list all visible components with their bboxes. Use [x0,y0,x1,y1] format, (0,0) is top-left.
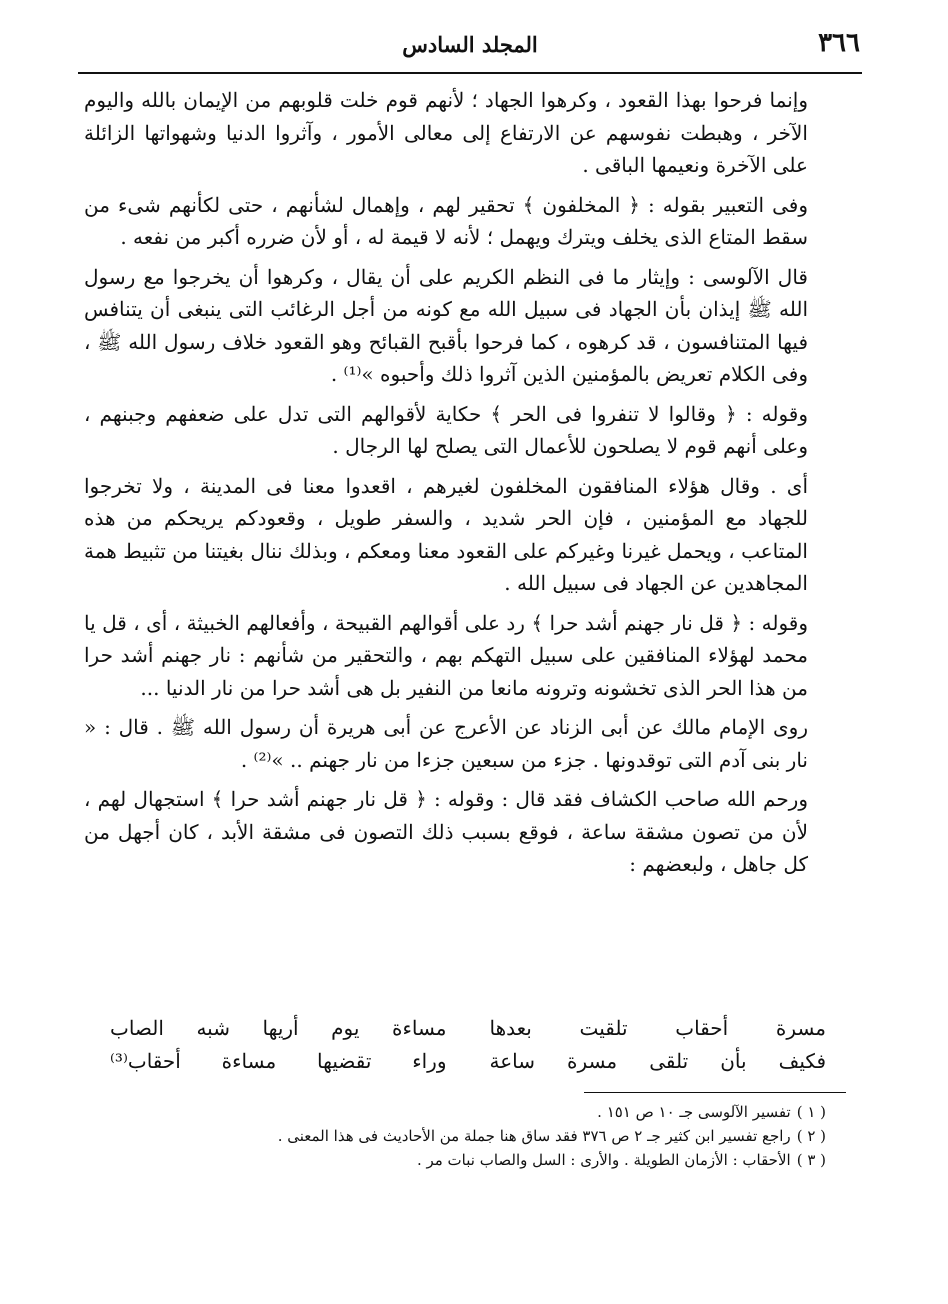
paragraph-7: روى الإمام مالك عن أبى الزناد عن الأعرج عن أبى هريرة أن رسول الله ﷺ . قال : « نار بنى آدم التى توقدونها . جزء من سبعين جزءا من نار جهنم .. »⁽²⁾ . [84,715,808,772]
paragraph-5: أى . وقال هؤلاء المنافقون المخلفون لغيرهم ، اقعدوا معنا فى المدينة ، ولا تخرجوا للجهاد مع المؤمنين ، فإن الحر شديد ، والسفر طويل ، وقعودكم يريحكم من هذه المتاعب ، ويحمل غيرنا وغيركم على القعود معنا ومعكم ، وبذلك ننال بغيتنا من تثبيط همة المجاهدين عن الجهاد فى سبيل الله . [84,473,808,595]
page-number: ٣٦٦ [818,28,860,58]
footnote-3 [200,1148,826,1172]
page-header [80,28,860,68]
header-divider [78,72,862,74]
verse-1 [110,1012,826,1045]
footnote-divider [584,1092,846,1093]
footnote-1-number: ( ١ ) [796,1103,826,1121]
paragraph-2: وفى التعبير بقوله : ﴿ المخلفون ﴾ تحقير لهم ، وإهمال لشأنهم ، حتى لكأنهم شىء من سقط المتاع الذى يخلف ويترك ويهمل ؛ لأنه لا قيمة له ، أو لأن ضرره أكبر من نفعه . [84,192,808,249]
verse-1-first-hemistich: مسرة أحقاب تلقيت بعدها [489,1016,826,1040]
verse-2-second-hemistich: وراء تقضيها مساءة أحقاب⁽³⁾ [110,1049,447,1073]
footnote-3-number: ( ٣ ) [796,1151,826,1169]
footnote-2 [200,1124,826,1148]
footnote-2-number: ( ٢ ) [796,1127,826,1145]
paragraph-1: وإنما فرحوا بهذا القعود ، وكرهوا الجهاد ؛ لأنهم قوم خلت قلوبهم من الإيمان بالله واليوم الآخر ، وهبطت نفوسهم عن الارتفاع إلى معالى الأمور ، وآثروا الدنيا وشهواتها الزائلة على الآخرة ونعيمها الباقى . [84,88,808,177]
paragraph-4: وقوله : ﴿ وقالوا لا تنفروا فى الحر ﴾ حكاية لأقوالهم التى تدل على ضعفهم وجبنهم ، وعلى أنهم قوم لا يصلحون للأعمال التى يصلح لها الرجال . [84,401,808,458]
footnote-1 [200,1100,826,1124]
footnote-1-text: تفسير الآلوسى جـ ١٠ ص ١٥١ . [597,1103,791,1121]
main-text [84,84,830,888]
paragraph-6: وقوله : ﴿ قل نار جهنم أشد حرا ﴾ رد على أقوالهم القبيحة ، وأفعالهم الخبيثة ، أى ، قل يا محمد لهؤلاء المنافقين على سبيل التهكم بهم ، والتحقير من شأنهم : نار جهنم أشد حرا من هذا الحر الذى تخشونه وترونه مانعا من النفير بل هى أشد حرا من نار الدنيا ... [84,610,808,700]
footnotes [200,1100,826,1172]
verse-2 [110,1045,826,1078]
verse-2-first-hemistich: فكيف بأن تلقى مسرة ساعة [489,1049,826,1073]
running-title: المجلد السادس [402,32,538,57]
poem [110,1012,826,1078]
verse-1-second-hemistich: مساءة يوم أريها شبه الصاب [110,1016,447,1040]
footnote-2-text: راجع تفسير ابن كثير جـ ٢ ص ٣٧٦ فقد ساق هنا جملة من الأحاديث فى هذا المعنى . [277,1127,791,1145]
paragraph-8: ورحم الله صاحب الكشاف فقد قال : وقوله : ﴿ قل نار جهنم أشد حرا ﴾ استجهال لهم ، لأن من تصون مشقة ساعة ، فوقع بسبب ذلك التصون فى مشقة الأبد ، كان أجهل من كل جاهل ، ولبعضهم : [84,787,808,876]
paragraph-3: قال الآلوسى : وإيثار ما فى النظم الكريم على أن يقال ، وكرهوا أن يخرجوا مع رسول الله ﷺ إيذان بأن الجهاد فى سبيل الله مع كونه من أجل الرغائب التى ينبغى أن يتنافس فيها المتنافسون ، قد كرهوه ، كما فرحوا بأقبح القبائح وهو القعود خلاف رسول الله ﷺ ، وفى الكلام تعريض بالمؤمنين الذين آثروا ذلك وأحبوه »⁽¹⁾ . [84,264,808,386]
footnote-3-text: الأحقاب : الأزمان الطويلة . والأرى : السل والصاب نبات مر . [416,1151,791,1169]
